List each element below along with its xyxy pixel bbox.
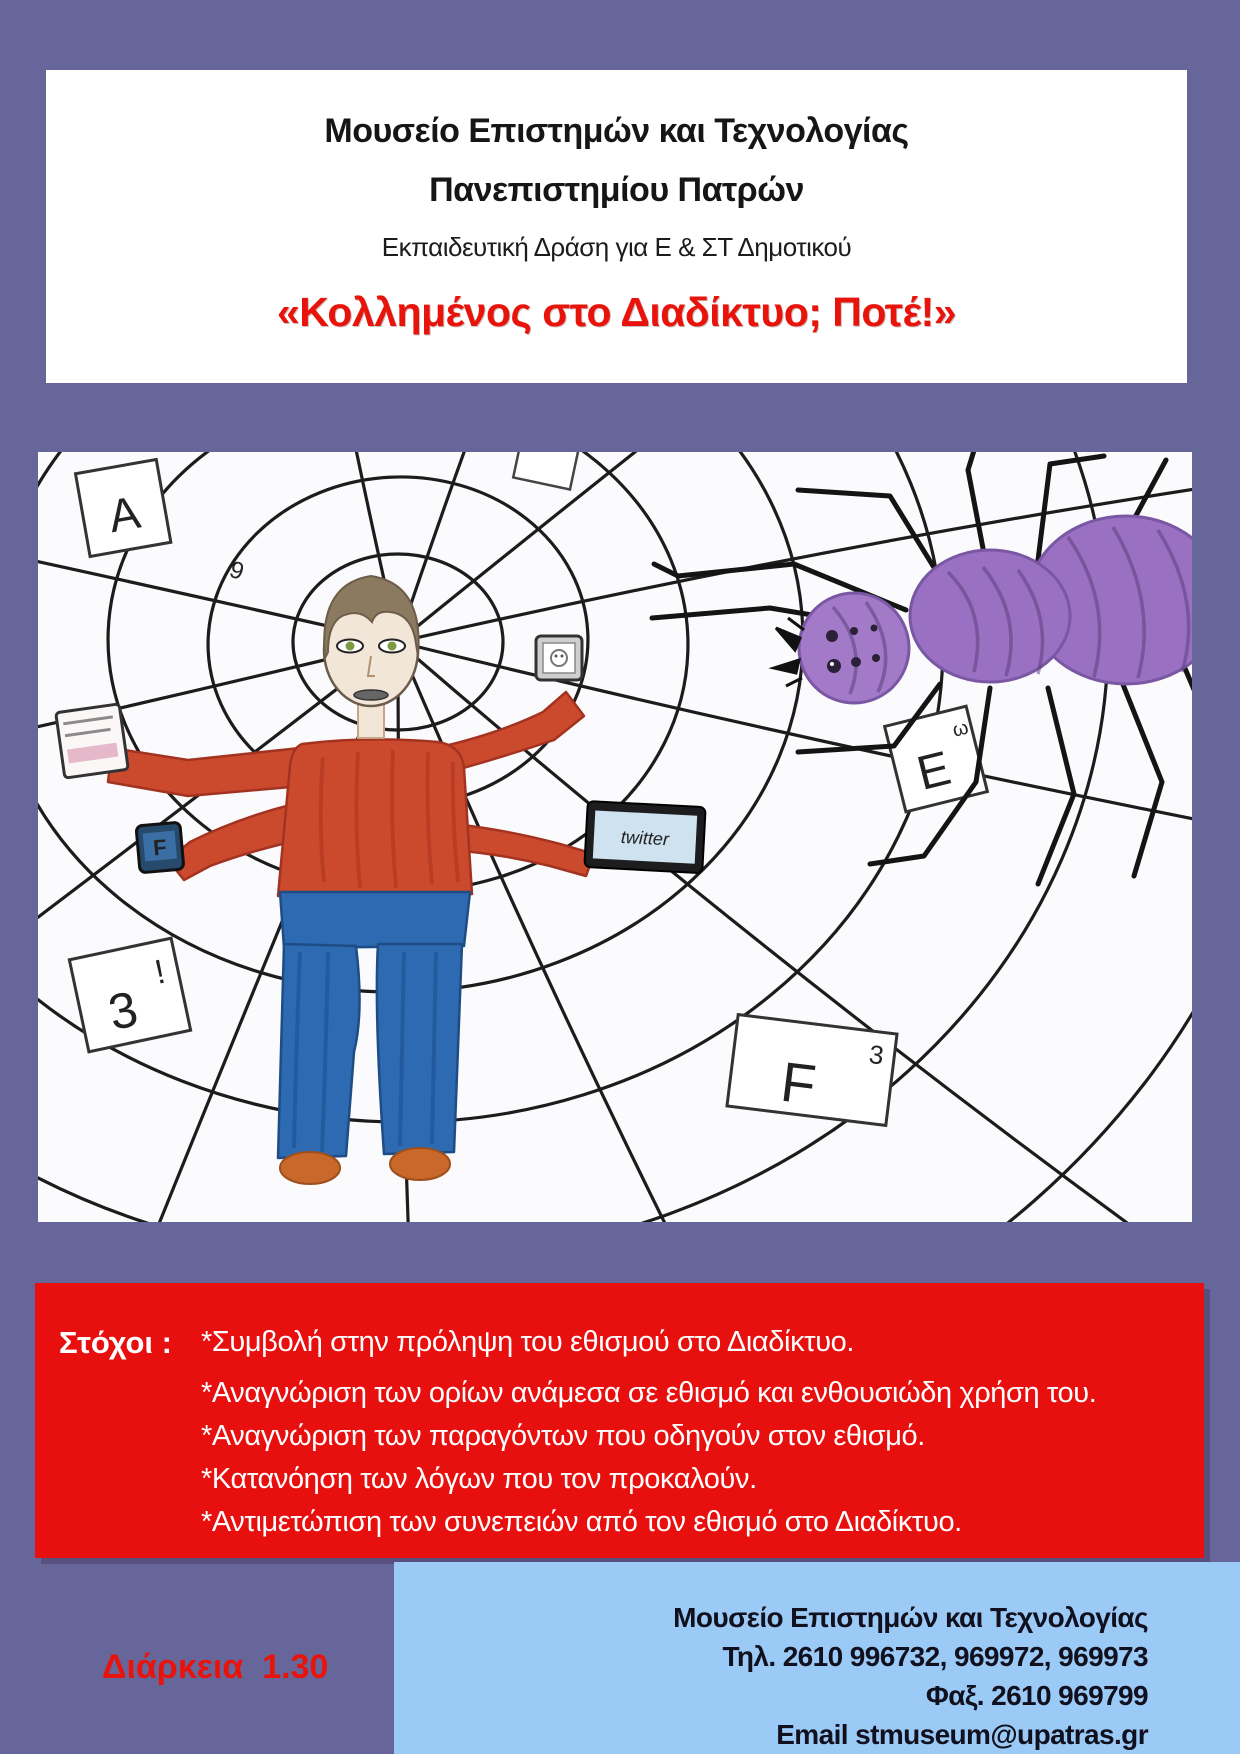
tile-f <box>727 1015 897 1126</box>
tile-e <box>885 706 988 812</box>
person-figure <box>108 576 594 1184</box>
tile-3-digit: 3 <box>103 980 143 1042</box>
contact-panel <box>394 1562 1240 1754</box>
tile-9-digit: 9 <box>226 556 248 586</box>
person-mouth <box>354 690 388 700</box>
museum-title-line1: Μουσείο Επιστημών και Τεχνολογίας <box>324 112 909 150</box>
slogan-title: «Κολλημένος στο Διαδίκτυο; Ποτέ!» <box>276 289 957 335</box>
objectives-panel <box>35 1283 1204 1558</box>
facebook-device <box>136 822 184 873</box>
camera-device <box>536 636 582 680</box>
objectives-list <box>201 1325 1181 1548</box>
twitter-tablet-label: twitter <box>620 826 670 850</box>
museum-title-line2: Πανεπιστημίου Πατρών <box>429 171 804 209</box>
contact-fax: Φαξ. 2610 969799 <box>925 1680 1148 1711</box>
phone-device <box>56 704 129 778</box>
objective-item: *Συμβολή στην πρόληψη του εθισμού στο Διαδίκτυο. <box>201 1326 855 1358</box>
person-right-shoe <box>390 1148 450 1180</box>
objectives-label: Στόχοι : <box>59 1325 172 1360</box>
tile-a-letter: A <box>104 485 144 543</box>
person-right-leg <box>377 944 462 1154</box>
tile-f-superscript: 3 <box>867 1038 886 1071</box>
contact-email: Email stmuseum@upatras.gr <box>776 1719 1148 1750</box>
person-sweater <box>278 739 472 896</box>
tile-e-letter: E <box>911 741 956 801</box>
twitter-tablet <box>584 801 705 873</box>
objective-item: *Αναγνώριση των παραγόντων που οδηγούν στον εθισμό. <box>201 1420 925 1452</box>
contact-phone: Τηλ. 2610 996732, 969972, 969973 <box>722 1641 1148 1672</box>
tile-f-letter: F <box>777 1049 820 1117</box>
facebook-device-letter: F <box>152 834 168 861</box>
objective-item: *Αντιμετώπιση των συνεπειών από τον εθισμό στο Διαδίκτυο. <box>201 1506 962 1538</box>
tile-3-exclamation: ! <box>151 952 169 992</box>
person-left-leg <box>278 944 360 1158</box>
contact-museum-name: Μουσείο Επιστημών και Τεχνολογίας <box>673 1602 1148 1633</box>
illustration-svg <box>38 452 1192 1222</box>
duration-label: Διάρκεια 1.30 <box>102 1648 329 1686</box>
person-jeans-hip <box>280 892 470 948</box>
tile-e-superscript: ω <box>950 716 971 742</box>
person-left-arm <box>108 748 302 796</box>
header-panel <box>46 70 1187 383</box>
spider-thorax <box>910 550 1070 682</box>
tile-3 <box>69 938 190 1052</box>
person-left-shoe <box>280 1152 340 1184</box>
tile-blank <box>513 452 581 489</box>
objective-item: *Κατανόηση των λόγων που τον προκαλούν. <box>201 1463 757 1495</box>
person-neck <box>358 702 384 738</box>
tile-a <box>76 460 171 557</box>
activity-subtitle: Εκπαιδευτική Δράση για Ε & ΣΤ Δημοτικού <box>381 232 852 262</box>
illustration-panel <box>38 452 1192 1222</box>
objective-item: *Αναγνώριση των ορίων ανάμεσα σε εθισμό και ενθουσιώδη χρήση του. <box>201 1377 1097 1409</box>
